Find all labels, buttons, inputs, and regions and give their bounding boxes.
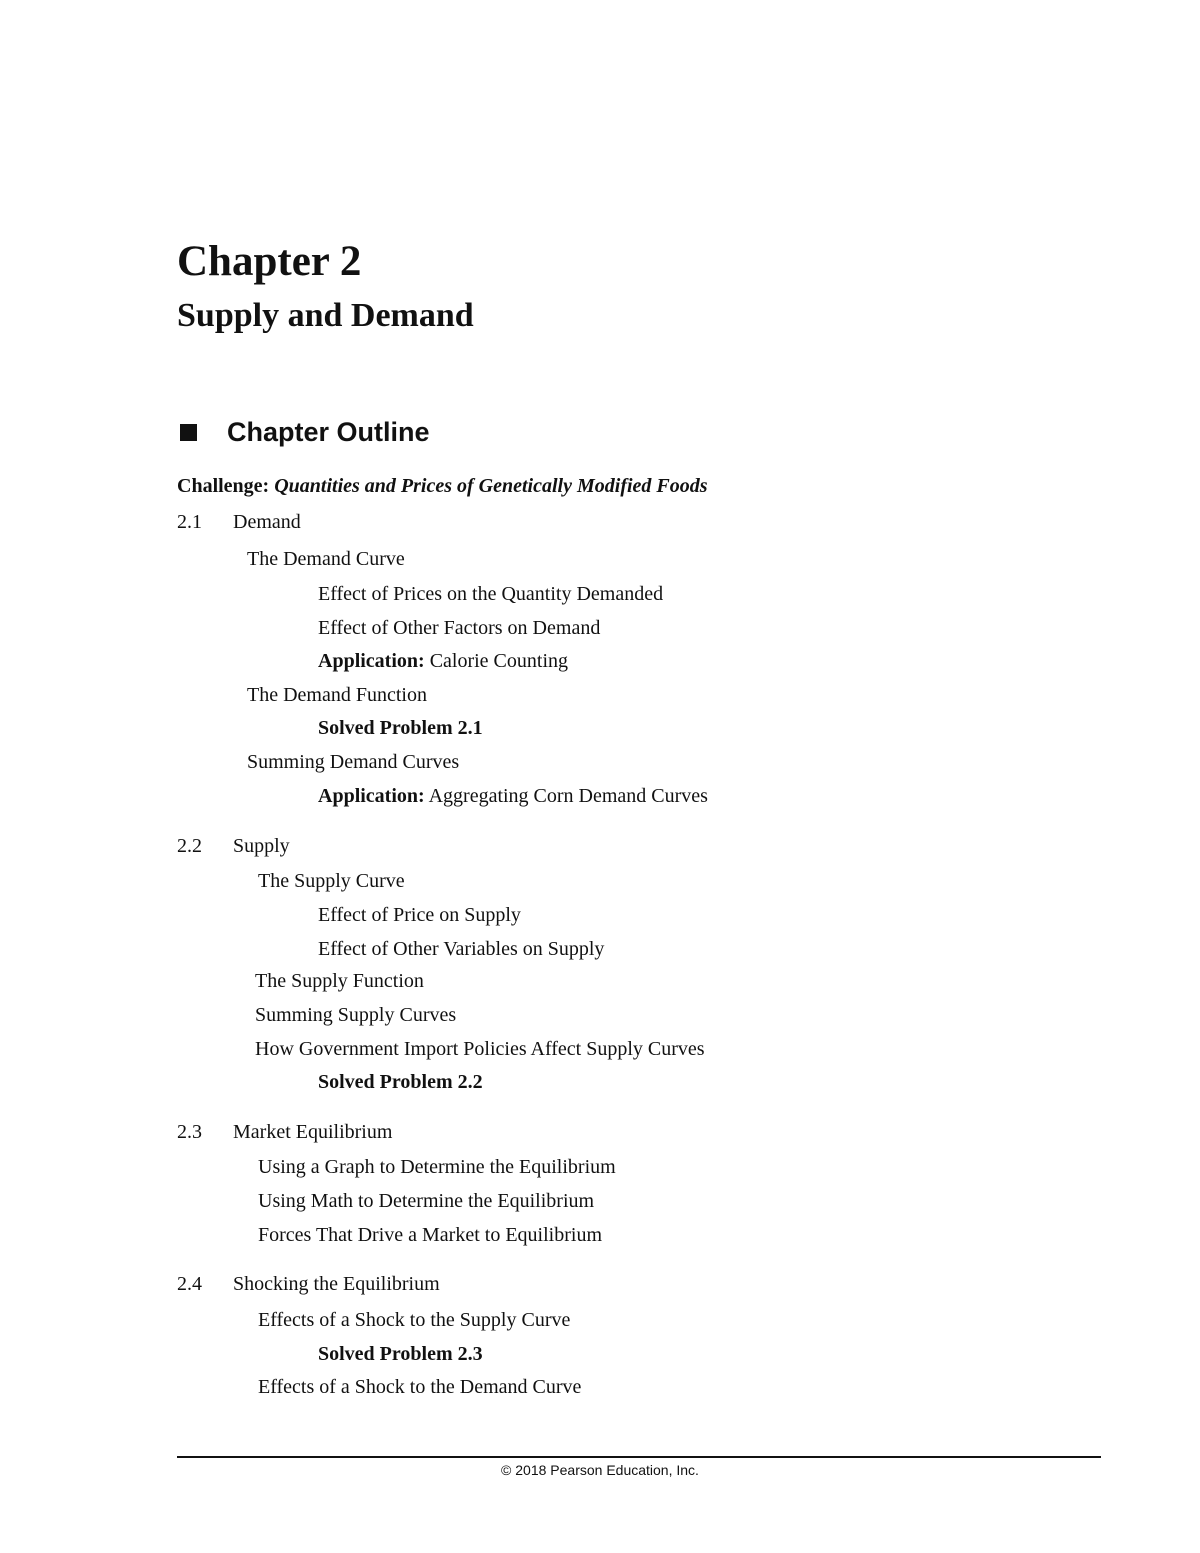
section-number-2-1: 2.1 (177, 511, 202, 533)
solved-problem-item: Solved Problem 2.3 (318, 1343, 483, 1365)
outline-item: Summing Demand Curves (247, 751, 460, 773)
application-text: Aggregating Corn Demand Curves (424, 785, 708, 807)
outline-item: Summing Supply Curves (255, 1004, 457, 1026)
outline-item: The Demand Curve (247, 548, 405, 570)
application-item (318, 651, 568, 671)
outline-item: Using a Graph to Determine the Equilibrium (258, 1156, 616, 1178)
challenge-line (177, 476, 708, 496)
section-title-shocking-equilibrium: Shocking the Equilibrium (233, 1273, 440, 1295)
outline-item: Effects of a Shock to the Supply Curve (258, 1309, 571, 1331)
outline-heading (177, 419, 430, 446)
outline-item: Effect of Prices on the Quantity Demanded (318, 583, 664, 605)
outline-item: Forces That Drive a Market to Equilibrium (258, 1224, 602, 1246)
outline-item: The Supply Curve (258, 870, 405, 892)
challenge-label: Challenge: (177, 475, 270, 497)
outline-item: Effects of a Shock to the Demand Curve (258, 1376, 582, 1398)
outline-item: The Supply Function (255, 970, 424, 992)
chapter-title: Supply and Demand (177, 297, 474, 334)
outline-heading-text: Chapter Outline (227, 417, 430, 447)
footer-copyright: © 2018 Pearson Education, Inc. (501, 1462, 699, 1478)
application-item (318, 786, 708, 806)
section-title-market-equilibrium: Market Equilibrium (233, 1121, 393, 1143)
square-bullet-icon (180, 424, 197, 441)
outline-item: Effect of Other Factors on Demand (318, 617, 601, 639)
outline-item: How Government Import Policies Affect Supply Curves (255, 1038, 705, 1060)
challenge-title: Quantities and Prices of Genetically Modified Foods (274, 475, 708, 497)
outline-item: Effect of Other Variables on Supply (318, 938, 605, 960)
outline-item: Using Math to Determine the Equilibrium (258, 1190, 595, 1212)
section-title-supply: Supply (233, 835, 290, 857)
section-number-2-3: 2.3 (177, 1121, 202, 1143)
section-number-2-2: 2.2 (177, 835, 202, 857)
application-text: Calorie Counting (424, 650, 569, 672)
solved-problem-item: Solved Problem 2.1 (318, 717, 483, 739)
outline-item: The Demand Function (247, 684, 427, 706)
chapter-number: Chapter 2 (177, 238, 362, 285)
solved-problem-item: Solved Problem 2.2 (318, 1071, 483, 1093)
footer-rule (177, 1456, 1101, 1458)
application-label: Application: (318, 650, 425, 672)
application-label: Application: (318, 785, 425, 807)
section-title-demand: Demand (233, 511, 301, 533)
outline-item: Effect of Price on Supply (318, 904, 521, 926)
section-number-2-4: 2.4 (177, 1273, 202, 1295)
